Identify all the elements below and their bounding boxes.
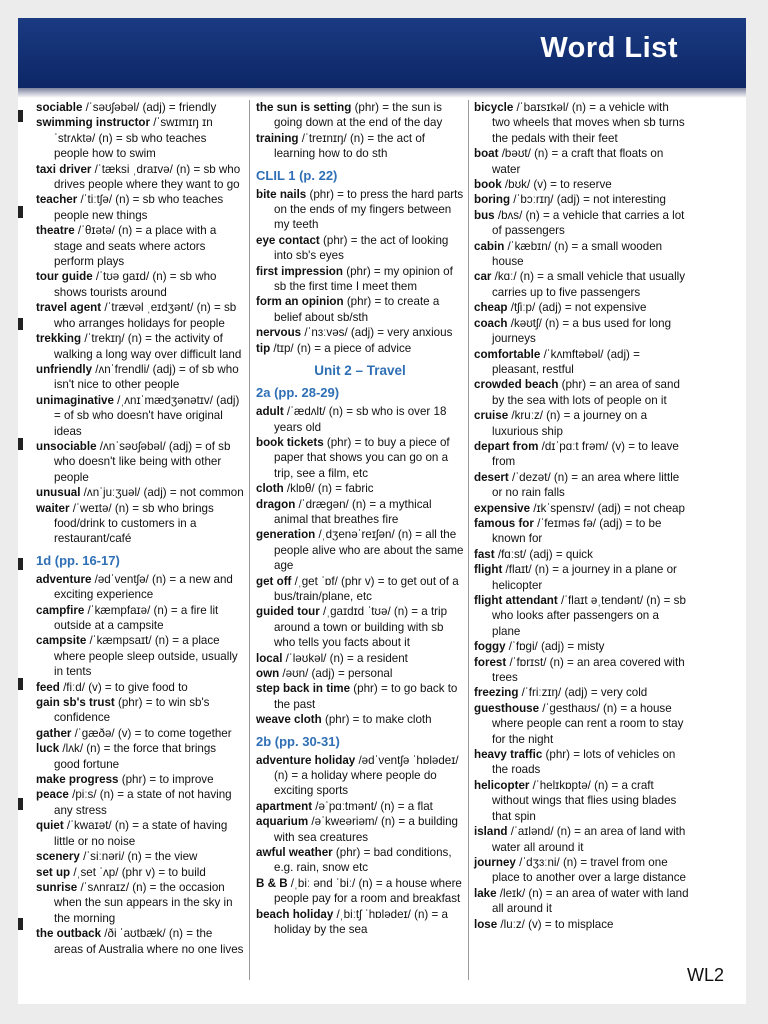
definition: /ˈθɪətə/ (n) = a place with a stage and seats where actors perform plays (54, 224, 217, 269)
entry-list (36, 100, 244, 547)
headword: helicopter (474, 778, 530, 792)
headword: cheap (474, 301, 508, 315)
definition: /ˈflaɪt əˌtendənt/ (n) = sb who looks after passengers on a plane (492, 594, 686, 638)
headword: get off (256, 574, 292, 588)
definition: /ˈkæmpfaɪə/ (n) = a fire lit outside at a campsite (54, 603, 219, 632)
definition: /ˈləʊkəl/ (n) = a resident (282, 651, 408, 665)
headword: sunrise (36, 880, 78, 894)
word-entry (36, 880, 244, 926)
word-entry (474, 316, 690, 347)
definition: /ˈaɪlənd/ (n) = an area of land with water all around it (492, 825, 686, 854)
word-entry (36, 726, 244, 741)
headword: freezing (474, 686, 519, 700)
word-entry (36, 331, 244, 362)
headword: awful weather (256, 846, 333, 860)
word-entry (256, 753, 464, 799)
definition: (phr) = to go back to the past (274, 682, 458, 711)
word-entry (36, 485, 244, 500)
word-entry (474, 100, 690, 146)
definition: /ˈfeɪməs fə/ (adj) = to be known for (492, 516, 662, 546)
word-entry (36, 787, 244, 818)
headword: swimming instructor (36, 116, 151, 130)
definition: /ˈtrævəl ˌeɪdʒənt/ (n) = sb who arranges holidays for people (54, 301, 237, 330)
column-3 (474, 100, 690, 932)
definition: /ˈsəʊʃəbəl/ (adj) = friendly (82, 101, 217, 114)
headword: nervous (256, 326, 302, 340)
definition: /ˌget ˈɒf/ (phr v) = to get out of a bus/train/plane, etc (274, 574, 459, 603)
definition: /fɑːst/ (adj) = quick (494, 547, 593, 561)
margin-tab (18, 798, 23, 810)
definition: /ˈdezət/ (n) = an area where little or no rain falls (492, 470, 680, 500)
section-heading: 1d (pp. 16-17) (36, 552, 120, 568)
column-divider (249, 100, 250, 980)
word-entry (256, 814, 464, 845)
unit-heading: Unit 2 – Travel (314, 363, 406, 379)
word-entry (36, 680, 244, 695)
word-entry (474, 300, 690, 315)
definition: /ˌdʒenəˈreɪʃən/ (n) = all the people alive who are about the same age (274, 528, 464, 573)
headword: depart from (474, 439, 539, 453)
headword: bicycle (474, 101, 514, 114)
definition: /tʃiːp/ (adj) = not expensive (507, 301, 647, 315)
word-entry (36, 393, 244, 439)
headword: the outback (36, 927, 102, 941)
definition: /bəʊt/ (n) = a craft that floats on water (492, 147, 664, 176)
headword: island (474, 825, 508, 839)
word-entry (474, 470, 690, 501)
word-entry (36, 223, 244, 269)
headword: cruise (474, 409, 509, 423)
word-entry (474, 501, 690, 516)
headword: adult (256, 405, 284, 419)
headword: book tickets (256, 435, 324, 449)
headword: feed (36, 680, 60, 694)
definition: /lʌk/ (n) = the force that brings good fortune (54, 742, 217, 771)
word-entry (36, 300, 244, 331)
definition: /ˈkæmpsaɪt/ (n) = a place where people sleep outside, usually in tents (54, 634, 238, 679)
definition: /ˈkʌmftəbəl/ (adj) = pleasant, restful (492, 347, 640, 376)
definition: (phr) = the act of looking into sb's eyes (274, 233, 449, 263)
entry-list (256, 187, 464, 356)
definition: /ədˈventʃə ˈhɒlədeɪ/ (n) = a holiday where people do exciting sports (274, 753, 459, 798)
headword: adventure (36, 572, 92, 586)
word-entry (256, 527, 464, 573)
definition: (phr) = to create a belief about sb/sth (274, 295, 440, 324)
definition: /ˈtæksi ˌdraɪvə/ (n) = sb who drives people where they want to go (54, 162, 241, 192)
headword: trekking (36, 332, 82, 346)
word-entry (256, 325, 464, 340)
entry-list (256, 404, 464, 728)
definition: /ˈweɪtə/ (n) = sb who brings food/drink to customers in a restaurant/café (54, 501, 214, 546)
headword: quiet (36, 819, 64, 833)
word-entry (474, 917, 690, 932)
word-entry (256, 574, 464, 605)
headword: eye contact (256, 233, 320, 247)
word-entry (36, 865, 244, 880)
word-entry (474, 886, 690, 917)
column-2 (256, 100, 464, 938)
headword: desert (474, 470, 509, 484)
definition: /ˈgesthaʊs/ (n) = a house where people can rent a room to stay for the night (492, 701, 684, 746)
definition: (phr) = my opinion of sb the first time I meet them (274, 264, 453, 294)
headword: luck (36, 742, 60, 756)
headword: forest (474, 655, 507, 669)
headword: flight attendant (474, 594, 558, 607)
word-entry (256, 131, 464, 162)
headword: unsociable (36, 439, 97, 453)
definition: (phr) = to improve (118, 773, 214, 787)
word-entry (474, 177, 690, 192)
word-entry (36, 926, 244, 957)
definition: /kruːz/ (n) = a journey on a luxurious ship (492, 409, 648, 438)
word-entry (256, 907, 464, 938)
headword: gain sb's trust (36, 696, 115, 710)
margin-tab (18, 678, 23, 690)
headword: form an opinion (256, 295, 344, 309)
definition: /flaɪt/ (n) = a journey in a plane or helicopter (492, 563, 677, 592)
definition: (phr) = lots of vehicles on the roads (492, 748, 676, 777)
headword: fast (474, 547, 495, 561)
headword: lake (474, 886, 497, 900)
margin-tab (18, 206, 23, 218)
page-title: Word List (540, 32, 678, 64)
definition: /kɑː/ (n) = a small vehicle that usually carries up to five passengers (491, 270, 686, 299)
word-entry (256, 497, 464, 528)
headword: cloth (256, 482, 284, 496)
headword: dragon (256, 497, 296, 511)
definition: (phr) = bad conditions, e.g. rain, snow etc (274, 846, 452, 875)
headword: sociable (36, 101, 83, 114)
definition: /ˈhelɪkɒptə/ (n) = a craft without wings that flies using blades that spin (492, 778, 677, 823)
headword: unusual (36, 486, 81, 500)
definition: /ˌgaɪdɪd ˈtʊə/ (n) = a trip around a town or building with sb who tells you facts about it (274, 605, 448, 650)
definition: /ˈtiːtʃə/ (n) = sb who teaches people new things (54, 193, 224, 222)
word-entry (474, 639, 690, 654)
definition: /ʌnˈjuːʒuəl/ (adj) = not common (80, 486, 244, 500)
definition: /piːs/ (n) = a state of not having any stress (54, 788, 232, 817)
headword: theatre (36, 224, 75, 238)
definition: /ˈfɒgi/ (adj) = misty (505, 640, 605, 654)
word-entry (474, 701, 690, 747)
headword: unfriendly (36, 362, 93, 376)
word-entry (36, 439, 244, 485)
headword: scenery (36, 850, 80, 864)
margin-tab (18, 438, 23, 450)
headword: generation (256, 528, 316, 542)
definition: /fiːd/ (v) = to give food to (59, 680, 188, 694)
headword: boring (474, 193, 511, 207)
column-divider (468, 100, 469, 980)
definition: /əˈkweəriəm/ (n) = a building with sea creatures (274, 815, 459, 844)
definition: (phr) = the sun is going down at the end of the day (274, 101, 443, 130)
word-entry (36, 633, 244, 679)
margin-tab (18, 558, 23, 570)
word-entry (36, 269, 244, 300)
definition: /leɪk/ (n) = an area of water with land all around it (492, 886, 689, 916)
word-entry (36, 741, 244, 772)
word-entry (474, 855, 690, 886)
definition: /ədˈventʃə/ (n) = a new and exciting experience (54, 572, 233, 602)
word-entry (474, 747, 690, 778)
section-heading: 2a (pp. 28-29) (256, 385, 340, 401)
word-entry (256, 651, 464, 666)
headword: unimaginative (36, 393, 114, 407)
headword: apartment (256, 799, 313, 813)
word-entry (474, 269, 690, 300)
headword: local (256, 651, 283, 665)
word-entry (256, 294, 464, 325)
definition: /əʊn/ (adj) = personal (279, 667, 393, 680)
headword: coach (474, 316, 508, 330)
definition: /ˌbiːtʃ ˈhɒlədeɪ/ (n) = a holiday by the sea (274, 907, 448, 937)
definition: /ʌnˈsəʊʃəbəl/ (adj) = of sb who doesn't like being with other people (54, 439, 231, 484)
word-entry (474, 439, 690, 470)
word-entry (256, 233, 464, 264)
word-entry (256, 666, 464, 681)
headword: cabin (474, 239, 505, 253)
definition: (phr) = to make cloth (321, 713, 432, 727)
headword: tour guide (36, 270, 93, 284)
word-entry (474, 562, 690, 593)
headword: crowded beach (474, 378, 559, 392)
headword: book (474, 178, 502, 192)
definition: /ˈgæðə/ (v) = to come together (71, 726, 232, 740)
headword: campfire (36, 603, 85, 617)
word-entry (36, 192, 244, 223)
headword: tip (256, 341, 271, 355)
word-entry (474, 377, 690, 408)
word-entry (256, 264, 464, 295)
definition: (phr) = to buy a piece of paper that shows you can go on a trip, see a film, etc (274, 435, 450, 480)
headword: the sun is setting (256, 101, 352, 114)
word-entry (256, 187, 464, 233)
word-entry (36, 100, 244, 115)
definition: /ˈsiːnəri/ (n) = the view (79, 850, 198, 864)
word-entry (474, 655, 690, 686)
entry-list (36, 572, 244, 957)
word-entry (474, 192, 690, 207)
word-entry (256, 681, 464, 712)
definition: /ˈkwaɪət/ (n) = a state of having little or no noise (54, 819, 228, 848)
word-entry (256, 435, 464, 481)
headword: expensive (474, 501, 531, 515)
definition: /ˈkæbɪn/ (n) = a small wooden house (492, 239, 663, 269)
word-entry (474, 516, 690, 547)
definition: /əˈpɑːtmənt/ (n) = a flat (312, 799, 433, 813)
word-entry (36, 849, 244, 864)
headword: comfortable (474, 347, 541, 361)
headword: travel agent (36, 301, 102, 315)
word-entry (36, 115, 244, 161)
column-1 (36, 100, 244, 957)
definition: /klɒθ/ (n) = fabric (283, 482, 374, 496)
word-entry (474, 146, 690, 177)
headword: flight (474, 563, 503, 577)
banner-shadow (18, 88, 746, 98)
headword: bus (474, 208, 495, 222)
word-entry (36, 362, 244, 393)
headword: car (474, 270, 492, 284)
word-entry (474, 685, 690, 700)
definition: (phr) = an area of sand by the sea with lots of people on it (492, 378, 680, 407)
definition: /ˈædʌlt/ (n) = sb who is over 18 years old (274, 405, 447, 434)
headword: step back in time (256, 682, 351, 696)
word-entry (36, 695, 244, 726)
definition: /ˈbaɪsɪkəl/ (n) = a vehicle with two wheels that moves when sb turns the pedals with their feet (492, 101, 685, 145)
definition: /bʊk/ (v) = to reserve (501, 178, 612, 192)
headword: own (256, 667, 280, 680)
word-entry (474, 239, 690, 270)
definition: /dɪˈpɑːt frəm/ (v) = to leave from (492, 439, 679, 469)
definition: /ˈdʒɜːni/ (n) = travel from one place to another over a large distance (492, 855, 686, 885)
headword: set up (36, 865, 71, 879)
word-entry (36, 772, 244, 787)
headword: waiter (36, 501, 70, 515)
word-entry (256, 876, 464, 907)
headword: training (256, 131, 299, 145)
word-entry (36, 603, 244, 634)
word-entry (36, 572, 244, 603)
headword: bite nails (256, 187, 307, 201)
definition: /ʌnˈfrendli/ (adj) = of sb who isn't nice to other people (54, 362, 239, 392)
page-number: WL2 (686, 965, 724, 985)
word-entry (474, 593, 690, 639)
word-entry (256, 404, 464, 435)
headword: weave cloth (256, 713, 322, 727)
entry-list (474, 100, 690, 932)
definition: /ˈnɜːvəs/ (adj) = very anxious (301, 326, 453, 340)
definition: /ˈsʌnraɪz/ (n) = the occasion when the sun appears in the sky in the morning (54, 880, 233, 925)
word-entry (474, 208, 690, 239)
headword: aquarium (256, 815, 309, 829)
margin-tab (18, 110, 23, 122)
section-heading: CLIL 1 (p. 22) (256, 167, 338, 183)
headword: taxi driver (36, 162, 92, 176)
definition: /ˈdrægən/ (n) = a mythical animal that breathes fire (274, 497, 432, 526)
headword: beach holiday (256, 907, 334, 921)
headword: heavy traffic (474, 748, 543, 762)
headword: first impression (256, 264, 343, 278)
definition: /ˌset ˈʌp/ (phr v) = to build (70, 865, 206, 879)
headword: guided tour (256, 605, 320, 619)
definition: /kəʊtʃ/ (n) = a bus used for long journeys (492, 316, 672, 346)
headword: famous for (474, 516, 534, 530)
header-banner (18, 18, 746, 88)
definition: /ði ˈaʊtbæk/ (n) = the areas of Australia where no one lives (54, 927, 244, 956)
word-entry (36, 501, 244, 547)
definition: /ˌʌnɪˈmædʒənətɪv/ (adj) = of sb who doesn't have original ideas (54, 393, 240, 438)
definition: /ɪkˈspensɪv/ (adj) = not cheap (530, 501, 685, 515)
word-entry (256, 341, 464, 356)
headword: teacher (36, 193, 78, 207)
word-entry (256, 604, 464, 650)
word-entry (256, 481, 464, 496)
headword: foggy (474, 640, 506, 654)
word-entry (256, 799, 464, 814)
headword: lose (474, 917, 498, 931)
word-entry (256, 845, 464, 876)
headword: peace (36, 788, 69, 802)
definition: /tɪp/ (n) = a piece of advice (270, 341, 412, 355)
definition: /ˈtʊə gaɪd/ (n) = sb who shows tourists around (54, 270, 217, 299)
section-heading: 2b (pp. 30-31) (256, 733, 340, 749)
word-entry (36, 818, 244, 849)
word-entry (36, 162, 244, 193)
word-entry (474, 347, 690, 378)
entry-list (256, 753, 464, 938)
margin-tab (18, 918, 23, 930)
word-entry (474, 824, 690, 855)
headword: campsite (36, 634, 87, 648)
margin-tab (18, 318, 23, 330)
definition: /bʌs/ (n) = a vehicle that carries a lot of passengers (492, 208, 685, 238)
definition: /ˈtrekɪŋ/ (n) = the activity of walking a long way over difficult land (54, 332, 242, 361)
definition: /ˈtreɪnɪŋ/ (n) = the act of learning how to do sth (274, 131, 426, 161)
definition: (phr) = to win sb's confidence (54, 696, 210, 725)
headword: make progress (36, 773, 119, 787)
definition: (phr) = to press the hard parts on the ends of my fingers between my teeth (274, 187, 464, 232)
headword: boat (474, 147, 499, 161)
definition: /ˈfriːzɪŋ/ (adj) = very cold (518, 686, 648, 700)
word-entry (474, 778, 690, 824)
headword: B & B (256, 876, 288, 890)
definition: /ˈbɔːrɪŋ/ (adj) = not interesting (510, 193, 666, 207)
word-entry (256, 100, 464, 131)
definition: /ˈswɪmɪŋ ɪnˈstrʌktə/ (n) = sb who teaches people how to swim (54, 116, 213, 161)
headword: adventure holiday (256, 753, 356, 767)
definition: /luːz/ (v) = to misplace (497, 917, 614, 931)
definition: /ˌbiː ənd ˈbiː/ (n) = a house where people pay for a room and breakfast (274, 876, 462, 906)
headword: gather (36, 726, 72, 740)
word-list-page (18, 18, 746, 1004)
headword: guesthouse (474, 701, 540, 715)
word-entry (474, 547, 690, 562)
word-entry (256, 712, 464, 727)
headword: journey (474, 855, 516, 869)
entry-list (256, 100, 464, 162)
word-entry (474, 408, 690, 439)
definition: /ˈfɒrɪst/ (n) = an area covered with trees (492, 655, 685, 685)
